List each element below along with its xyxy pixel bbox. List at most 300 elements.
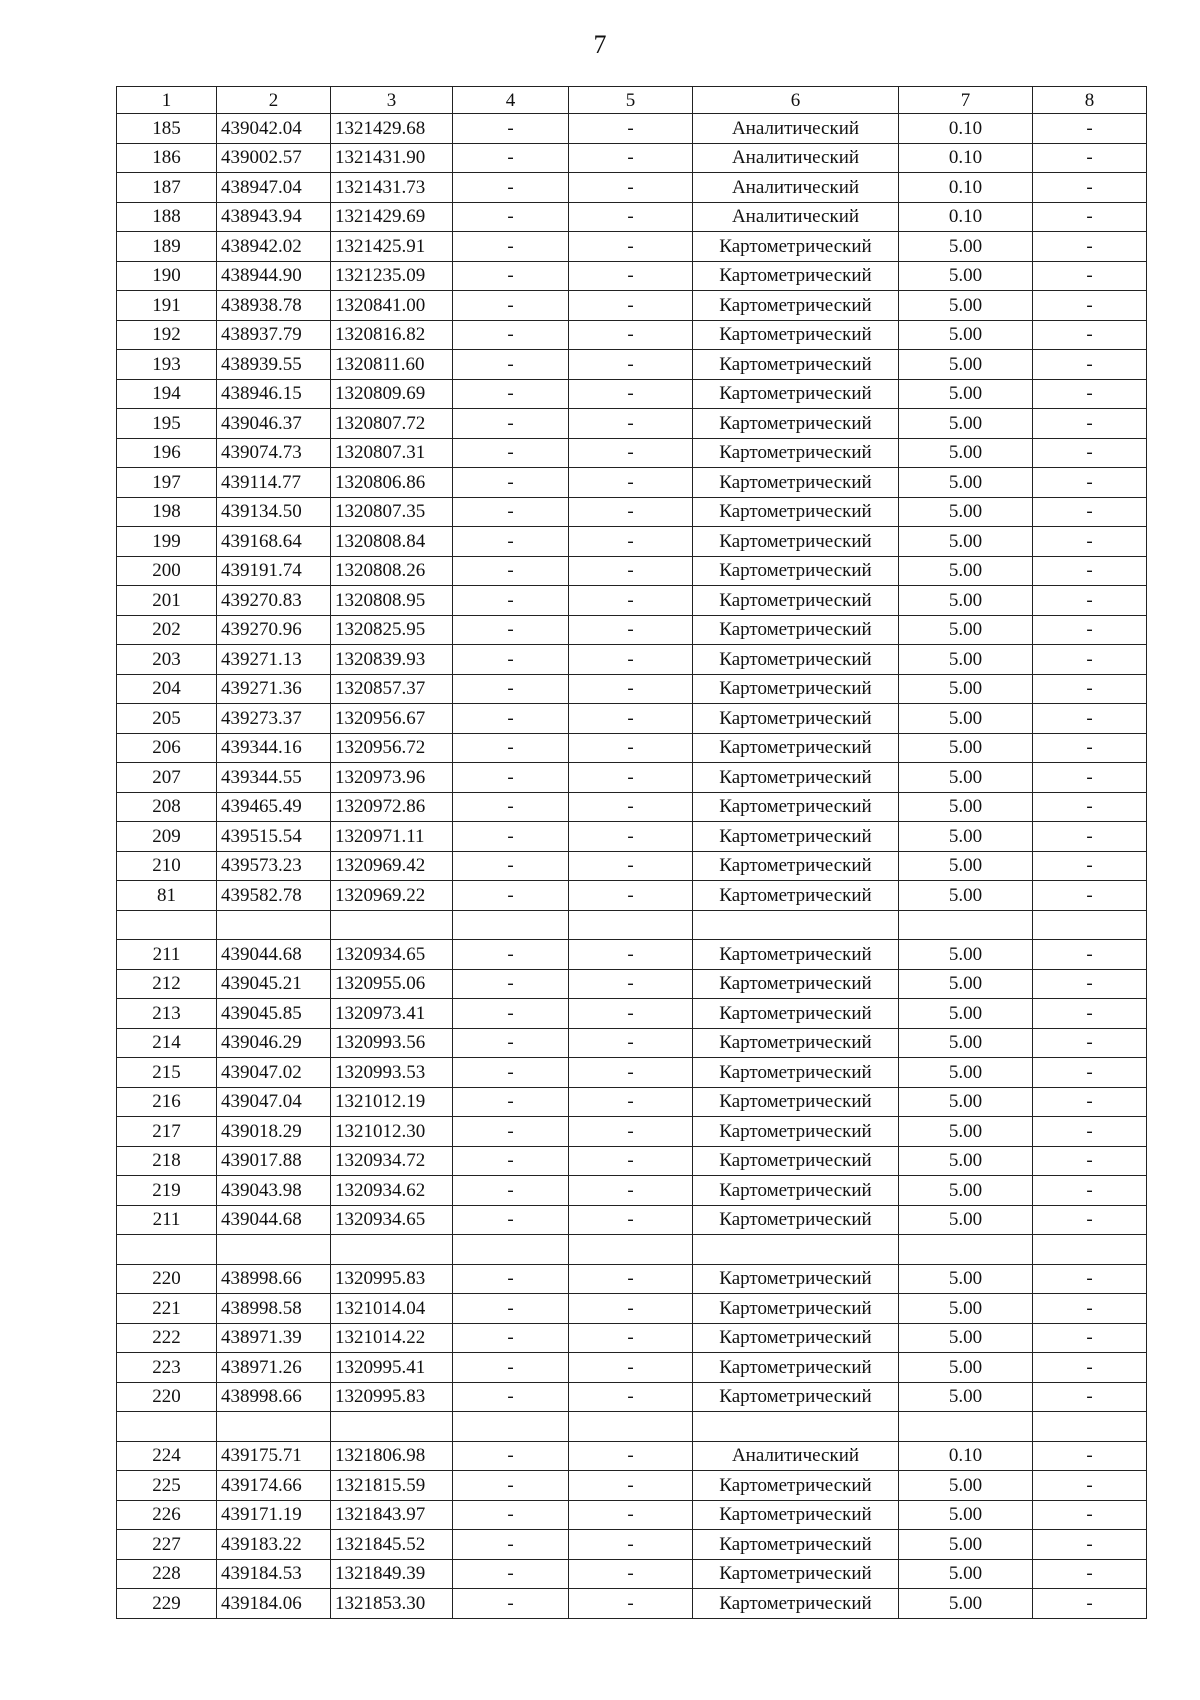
col4-cell: - (453, 173, 569, 203)
col8-cell: - (1033, 615, 1147, 645)
method-cell (693, 910, 899, 940)
accuracy-cell: 0.10 (899, 114, 1033, 144)
y-coordinate-cell: 1320807.35 (331, 497, 453, 527)
col8-cell: - (1033, 143, 1147, 173)
x-coordinate-cell: 439515.54 (217, 822, 331, 852)
col4-cell: - (453, 704, 569, 734)
col4-cell: - (453, 1500, 569, 1530)
col4-cell: - (453, 969, 569, 999)
accuracy-cell: 5.00 (899, 615, 1033, 645)
table-row (117, 202, 1147, 232)
col8-cell: - (1033, 320, 1147, 350)
method-cell: Картометрический (693, 733, 899, 763)
method-cell: Картометрический (693, 1294, 899, 1324)
accuracy-cell: 5.00 (899, 704, 1033, 734)
col8-cell: - (1033, 1323, 1147, 1353)
y-coordinate-cell: 1321235.09 (331, 261, 453, 291)
col4-cell: - (453, 586, 569, 616)
method-cell: Картометрический (693, 438, 899, 468)
point-number-cell: 196 (117, 438, 217, 468)
method-cell: Картометрический (693, 1058, 899, 1088)
x-coordinate-cell: 438998.66 (217, 1264, 331, 1294)
y-coordinate-cell (331, 910, 453, 940)
col8-cell: - (1033, 114, 1147, 144)
col4-cell: - (453, 438, 569, 468)
table-row (117, 940, 1147, 970)
col5-cell: - (569, 379, 693, 409)
method-cell: Картометрический (693, 320, 899, 350)
point-number-cell: 198 (117, 497, 217, 527)
accuracy-cell: 5.00 (899, 1471, 1033, 1501)
x-coordinate-cell (217, 1235, 331, 1265)
x-coordinate-cell: 439344.55 (217, 763, 331, 793)
col5-cell: - (569, 645, 693, 675)
y-coordinate-cell: 1320841.00 (331, 291, 453, 321)
point-number-cell: 208 (117, 792, 217, 822)
col5-cell: - (569, 556, 693, 586)
table-row (117, 261, 1147, 291)
accuracy-cell: 5.00 (899, 1323, 1033, 1353)
method-cell: Картометрический (693, 291, 899, 321)
table-row (117, 1205, 1147, 1235)
accuracy-cell: 5.00 (899, 645, 1033, 675)
x-coordinate-cell: 438946.15 (217, 379, 331, 409)
y-coordinate-cell: 1321014.04 (331, 1294, 453, 1324)
method-cell: Картометрический (693, 1264, 899, 1294)
accuracy-cell: 5.00 (899, 556, 1033, 586)
table-row (117, 763, 1147, 793)
method-cell: Картометрический (693, 468, 899, 498)
column-header-3: 3 (331, 87, 453, 114)
accuracy-cell: 5.00 (899, 1087, 1033, 1117)
x-coordinate-cell: 438971.26 (217, 1353, 331, 1383)
table-row (117, 1058, 1147, 1088)
y-coordinate-cell: 1321012.19 (331, 1087, 453, 1117)
col5-cell: - (569, 527, 693, 557)
col4-cell: - (453, 202, 569, 232)
col4-cell: - (453, 320, 569, 350)
point-number-cell: 199 (117, 527, 217, 557)
y-coordinate-cell: 1321012.30 (331, 1117, 453, 1147)
col5-cell: - (569, 468, 693, 498)
col4-cell: - (453, 615, 569, 645)
x-coordinate-cell: 439273.37 (217, 704, 331, 734)
table-row (117, 999, 1147, 1029)
method-cell: Картометрический (693, 940, 899, 970)
col8-cell: - (1033, 1264, 1147, 1294)
x-coordinate-cell: 439270.96 (217, 615, 331, 645)
table-row (117, 350, 1147, 380)
y-coordinate-cell: 1320969.42 (331, 851, 453, 881)
method-cell: Картометрический (693, 497, 899, 527)
point-number-cell: 222 (117, 1323, 217, 1353)
column-header-8: 8 (1033, 87, 1147, 114)
y-coordinate-cell: 1320956.72 (331, 733, 453, 763)
x-coordinate-cell: 439044.68 (217, 1205, 331, 1235)
method-cell: Картометрический (693, 615, 899, 645)
col8-cell: - (1033, 1146, 1147, 1176)
method-cell: Картометрический (693, 1382, 899, 1412)
x-coordinate-cell: 439045.85 (217, 999, 331, 1029)
col5-cell: - (569, 792, 693, 822)
col4-cell: - (453, 232, 569, 262)
col8-cell: - (1033, 232, 1147, 262)
table-separator-row (117, 1235, 1147, 1265)
table-row (117, 704, 1147, 734)
point-number-cell: 213 (117, 999, 217, 1029)
y-coordinate-cell: 1321845.52 (331, 1530, 453, 1560)
x-coordinate-cell: 439045.21 (217, 969, 331, 999)
col4-cell: - (453, 409, 569, 439)
col5-cell: - (569, 1530, 693, 1560)
x-coordinate-cell: 439074.73 (217, 438, 331, 468)
accuracy-cell: 5.00 (899, 468, 1033, 498)
accuracy-cell: 5.00 (899, 1353, 1033, 1383)
col4-cell: - (453, 1471, 569, 1501)
table-row (117, 1382, 1147, 1412)
x-coordinate-cell: 439573.23 (217, 851, 331, 881)
col5-cell: - (569, 881, 693, 911)
x-coordinate-cell (217, 910, 331, 940)
point-number-cell: 217 (117, 1117, 217, 1147)
col5-cell: - (569, 969, 693, 999)
col5-cell: - (569, 1264, 693, 1294)
y-coordinate-cell: 1320956.67 (331, 704, 453, 734)
col8-cell: - (1033, 792, 1147, 822)
point-number-cell: 202 (117, 615, 217, 645)
col4-cell: - (453, 1264, 569, 1294)
col8-cell: - (1033, 1294, 1147, 1324)
col8-cell: - (1033, 1382, 1147, 1412)
point-number-cell: 185 (117, 114, 217, 144)
y-coordinate-cell: 1320972.86 (331, 792, 453, 822)
table-row (117, 173, 1147, 203)
col8-cell: - (1033, 1353, 1147, 1383)
y-coordinate-cell: 1321806.98 (331, 1441, 453, 1471)
col5-cell: - (569, 291, 693, 321)
col4-cell: - (453, 1176, 569, 1206)
col8-cell: - (1033, 1028, 1147, 1058)
accuracy-cell: 5.00 (899, 350, 1033, 380)
accuracy-cell: 5.00 (899, 497, 1033, 527)
col4-cell: - (453, 674, 569, 704)
col5-cell: - (569, 1589, 693, 1619)
method-cell: Картометрический (693, 851, 899, 881)
accuracy-cell: 0.10 (899, 1441, 1033, 1471)
accuracy-cell: 5.00 (899, 232, 1033, 262)
col8-cell: - (1033, 999, 1147, 1029)
table-body (117, 114, 1147, 1619)
point-number-cell: 214 (117, 1028, 217, 1058)
col5-cell: - (569, 1323, 693, 1353)
accuracy-cell: 5.00 (899, 379, 1033, 409)
method-cell: Картометрический (693, 969, 899, 999)
accuracy-cell: 5.00 (899, 1294, 1033, 1324)
table-row (117, 1500, 1147, 1530)
y-coordinate-cell: 1320969.22 (331, 881, 453, 911)
accuracy-cell: 0.10 (899, 202, 1033, 232)
col8-cell: - (1033, 851, 1147, 881)
y-coordinate-cell: 1320934.62 (331, 1176, 453, 1206)
y-coordinate-cell (331, 1235, 453, 1265)
x-coordinate-cell: 439002.57 (217, 143, 331, 173)
col8-cell: - (1033, 1087, 1147, 1117)
col8-cell: - (1033, 468, 1147, 498)
y-coordinate-cell: 1320955.06 (331, 969, 453, 999)
method-cell: Картометрический (693, 1530, 899, 1560)
accuracy-cell: 5.00 (899, 674, 1033, 704)
point-number-cell (117, 1412, 217, 1442)
point-number-cell: 210 (117, 851, 217, 881)
col5-cell (569, 1412, 693, 1442)
col4-cell: - (453, 1146, 569, 1176)
col5-cell: - (569, 261, 693, 291)
col4-cell (453, 910, 569, 940)
col8-cell: - (1033, 1559, 1147, 1589)
point-number-cell: 192 (117, 320, 217, 350)
col4-cell: - (453, 1559, 569, 1589)
point-number-cell: 223 (117, 1353, 217, 1383)
col8-cell: - (1033, 881, 1147, 911)
y-coordinate-cell: 1320808.95 (331, 586, 453, 616)
col8-cell: - (1033, 822, 1147, 852)
col8-cell: - (1033, 438, 1147, 468)
col5-cell: - (569, 497, 693, 527)
method-cell: Картометрический (693, 674, 899, 704)
table-row (117, 527, 1147, 557)
col5-cell: - (569, 704, 693, 734)
x-coordinate-cell: 439184.53 (217, 1559, 331, 1589)
accuracy-cell: 0.10 (899, 173, 1033, 203)
accuracy-cell: 5.00 (899, 1146, 1033, 1176)
method-cell: Картометрический (693, 645, 899, 675)
method-cell: Картометрический (693, 1323, 899, 1353)
method-cell: Картометрический (693, 881, 899, 911)
x-coordinate-cell: 439134.50 (217, 497, 331, 527)
point-number-cell: 193 (117, 350, 217, 380)
x-coordinate-cell: 438939.55 (217, 350, 331, 380)
accuracy-cell: 5.00 (899, 1028, 1033, 1058)
accuracy-cell: 5.00 (899, 792, 1033, 822)
col4-cell: - (453, 527, 569, 557)
point-number-cell: 226 (117, 1500, 217, 1530)
col5-cell: - (569, 1382, 693, 1412)
col5-cell: - (569, 1500, 693, 1530)
point-number-cell: 197 (117, 468, 217, 498)
method-cell: Аналитический (693, 114, 899, 144)
method-cell: Картометрический (693, 556, 899, 586)
x-coordinate-cell: 439465.49 (217, 792, 331, 822)
table-row (117, 733, 1147, 763)
col8-cell (1033, 1412, 1147, 1442)
y-coordinate-cell: 1320995.83 (331, 1382, 453, 1412)
point-number-cell: 191 (117, 291, 217, 321)
x-coordinate-cell: 439344.16 (217, 733, 331, 763)
x-coordinate-cell: 438938.78 (217, 291, 331, 321)
point-number-cell: 203 (117, 645, 217, 675)
column-header-5: 5 (569, 87, 693, 114)
accuracy-cell: 5.00 (899, 1500, 1033, 1530)
col4-cell: - (453, 497, 569, 527)
col5-cell: - (569, 615, 693, 645)
method-cell: Аналитический (693, 1441, 899, 1471)
table-row (117, 851, 1147, 881)
y-coordinate-cell: 1320934.65 (331, 940, 453, 970)
method-cell: Картометрический (693, 704, 899, 734)
column-header-7: 7 (899, 87, 1033, 114)
col5-cell: - (569, 851, 693, 881)
point-number-cell: 220 (117, 1382, 217, 1412)
x-coordinate-cell: 439191.74 (217, 556, 331, 586)
accuracy-cell: 5.00 (899, 881, 1033, 911)
point-number-cell: 229 (117, 1589, 217, 1619)
x-coordinate-cell: 439271.13 (217, 645, 331, 675)
method-cell: Картометрический (693, 1559, 899, 1589)
point-number-cell: 194 (117, 379, 217, 409)
table-row (117, 1294, 1147, 1324)
col5-cell: - (569, 1559, 693, 1589)
table-row (117, 822, 1147, 852)
col5-cell: - (569, 202, 693, 232)
table-row (117, 497, 1147, 527)
accuracy-cell: 5.00 (899, 822, 1033, 852)
x-coordinate-cell: 439043.98 (217, 1176, 331, 1206)
col8-cell: - (1033, 173, 1147, 203)
col4-cell: - (453, 1205, 569, 1235)
point-number-cell: 220 (117, 1264, 217, 1294)
column-header-2: 2 (217, 87, 331, 114)
col4-cell: - (453, 763, 569, 793)
table-row (117, 615, 1147, 645)
method-cell: Картометрический (693, 1146, 899, 1176)
col5-cell: - (569, 1471, 693, 1501)
y-coordinate-cell: 1320934.72 (331, 1146, 453, 1176)
x-coordinate-cell: 439168.64 (217, 527, 331, 557)
table-row (117, 674, 1147, 704)
accuracy-cell: 5.00 (899, 999, 1033, 1029)
point-number-cell: 206 (117, 733, 217, 763)
y-coordinate-cell: 1320973.96 (331, 763, 453, 793)
x-coordinate-cell: 438971.39 (217, 1323, 331, 1353)
table-row (117, 143, 1147, 173)
col5-cell: - (569, 1117, 693, 1147)
col5-cell: - (569, 409, 693, 439)
x-coordinate-cell: 438943.94 (217, 202, 331, 232)
y-coordinate-cell: 1320816.82 (331, 320, 453, 350)
method-cell: Картометрический (693, 527, 899, 557)
col5-cell: - (569, 1058, 693, 1088)
coordinates-table (116, 86, 1147, 1619)
col4-cell: - (453, 1087, 569, 1117)
accuracy-cell: 5.00 (899, 763, 1033, 793)
col8-cell: - (1033, 704, 1147, 734)
col4-cell: - (453, 379, 569, 409)
table-row (117, 1589, 1147, 1619)
col4-cell: - (453, 556, 569, 586)
x-coordinate-cell: 438937.79 (217, 320, 331, 350)
accuracy-cell: 5.00 (899, 851, 1033, 881)
col5-cell: - (569, 940, 693, 970)
col8-cell: - (1033, 1205, 1147, 1235)
col4-cell: - (453, 1117, 569, 1147)
table-header-row (117, 87, 1147, 114)
accuracy-cell: 5.00 (899, 1176, 1033, 1206)
y-coordinate-cell: 1321815.59 (331, 1471, 453, 1501)
col8-cell: - (1033, 1441, 1147, 1471)
method-cell: Картометрический (693, 586, 899, 616)
accuracy-cell: 5.00 (899, 733, 1033, 763)
col8-cell: - (1033, 940, 1147, 970)
method-cell: Картометрический (693, 261, 899, 291)
accuracy-cell: 5.00 (899, 969, 1033, 999)
accuracy-cell: 5.00 (899, 1530, 1033, 1560)
point-number-cell: 205 (117, 704, 217, 734)
y-coordinate-cell: 1321429.69 (331, 202, 453, 232)
col4-cell: - (453, 1058, 569, 1088)
y-coordinate-cell: 1320811.60 (331, 350, 453, 380)
x-coordinate-cell: 438944.90 (217, 261, 331, 291)
col5-cell: - (569, 674, 693, 704)
x-coordinate-cell: 439018.29 (217, 1117, 331, 1147)
col5-cell: - (569, 438, 693, 468)
col5-cell: - (569, 143, 693, 173)
col8-cell: - (1033, 202, 1147, 232)
table-row (117, 1264, 1147, 1294)
point-number-cell: 215 (117, 1058, 217, 1088)
col8-cell: - (1033, 1117, 1147, 1147)
point-number-cell: 221 (117, 1294, 217, 1324)
table-row (117, 1146, 1147, 1176)
point-number-cell: 188 (117, 202, 217, 232)
x-coordinate-cell: 439174.66 (217, 1471, 331, 1501)
x-coordinate-cell: 439044.68 (217, 940, 331, 970)
col5-cell (569, 1235, 693, 1265)
point-number-cell: 190 (117, 261, 217, 291)
method-cell: Картометрический (693, 1205, 899, 1235)
col5-cell: - (569, 173, 693, 203)
point-number-cell: 219 (117, 1176, 217, 1206)
y-coordinate-cell: 1321431.73 (331, 173, 453, 203)
col8-cell: - (1033, 969, 1147, 999)
table-row (117, 232, 1147, 262)
col8-cell: - (1033, 527, 1147, 557)
method-cell: Картометрический (693, 232, 899, 262)
col8-cell (1033, 1235, 1147, 1265)
accuracy-cell: 0.10 (899, 143, 1033, 173)
col5-cell: - (569, 1176, 693, 1206)
col4-cell: - (453, 1382, 569, 1412)
x-coordinate-cell: 439042.04 (217, 114, 331, 144)
method-cell: Аналитический (693, 173, 899, 203)
y-coordinate-cell: 1320995.41 (331, 1353, 453, 1383)
col5-cell: - (569, 1028, 693, 1058)
point-number-cell: 189 (117, 232, 217, 262)
accuracy-cell: 5.00 (899, 1559, 1033, 1589)
accuracy-cell: 5.00 (899, 586, 1033, 616)
method-cell: Картометрический (693, 792, 899, 822)
point-number-cell: 200 (117, 556, 217, 586)
table-row (117, 468, 1147, 498)
col4-cell (453, 1235, 569, 1265)
y-coordinate-cell: 1320995.83 (331, 1264, 453, 1294)
accuracy-cell: 5.00 (899, 1058, 1033, 1088)
accuracy-cell: 5.00 (899, 1382, 1033, 1412)
col8-cell: - (1033, 291, 1147, 321)
col4-cell: - (453, 822, 569, 852)
y-coordinate-cell: 1320807.72 (331, 409, 453, 439)
accuracy-cell: 5.00 (899, 1117, 1033, 1147)
x-coordinate-cell: 439175.71 (217, 1441, 331, 1471)
